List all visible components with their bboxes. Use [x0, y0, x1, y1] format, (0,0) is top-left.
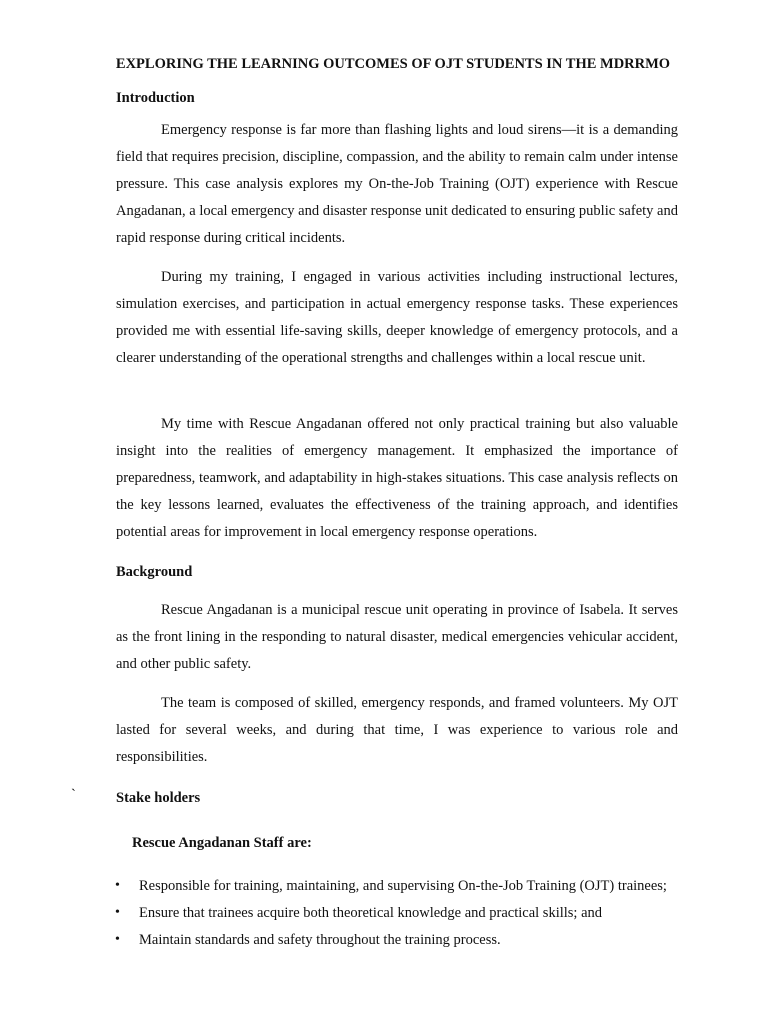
introduction-paragraph-3: My time with Rescue Angadanan offered not only practical training but also valuable insight into the realities of emergency management. It emphasized the importance of preparedness, teamwork, and adaptability in high-stakes situations. This case analysis reflects on the key lessons learned, evaluates the effectiveness of the training approach, and identifies potential areas for improvement in local emergency response operations. — [116, 416, 678, 540]
list-item-text: Responsible for training, maintaining, and supervising On-the-Job Training (OJT) trainees; — [139, 878, 667, 894]
list-item — [0, 875, 768, 902]
bullet-icon: • — [115, 932, 120, 947]
list-item-text: Maintain standards and safety throughout the training process. — [139, 932, 501, 948]
margin-backtick-mark: ` — [71, 787, 76, 803]
list-item — [0, 902, 768, 929]
bullet-icon: • — [115, 878, 120, 893]
list-item-text: Ensure that trainees acquire both theoretical knowledge and practical skills; and — [139, 905, 603, 921]
list-item — [0, 929, 768, 956]
document-title: EXPLORING THE LEARNING OUTCOMES OF OJT STUDENTS IN THE MDRRMO — [115, 56, 671, 72]
background-heading: Background — [116, 564, 193, 580]
introduction-paragraph-1: Emergency response is far more than flashing lights and loud sirens—it is a demanding field that requires precision, discipline, compassion, and the ability to remain calm under intense pressure. This case analysis explores my On-the-Job Training (OJT) experience with Rescue Angadanan, a local emergency and disaster response unit dedicated to ensuring public safety and rapid response during critical incidents. — [116, 122, 678, 246]
introduction-paragraph-2: During my training, I engaged in various activities including instructional lectures, simulation exercises, and participation in actual emergency response tasks. These experiences provided me with essential life-saving skills, deeper knowledge of emergency protocols, and a clearer understanding of the operational strengths and challenges within a local rescue unit. — [116, 269, 678, 366]
bullet-icon: • — [115, 905, 120, 920]
introduction-heading: Introduction — [116, 90, 195, 106]
stakeholders-heading: Stake holders — [116, 790, 201, 806]
background-paragraph-2: The team is composed of skilled, emergency responds, and framed volunteers. My OJT lasted for several weeks, and during that time, I was experience to various role and responsibilities. — [116, 695, 678, 765]
staff-responsibilities-list — [0, 875, 768, 956]
background-paragraph-1: Rescue Angadanan is a municipal rescue unit operating in province of Isabela. It serves as the front lining in the responding to natural disaster, medical emergencies vehicular accident, and other public safety. — [116, 602, 678, 672]
staff-subheading: Rescue Angadanan Staff are: — [132, 835, 312, 851]
